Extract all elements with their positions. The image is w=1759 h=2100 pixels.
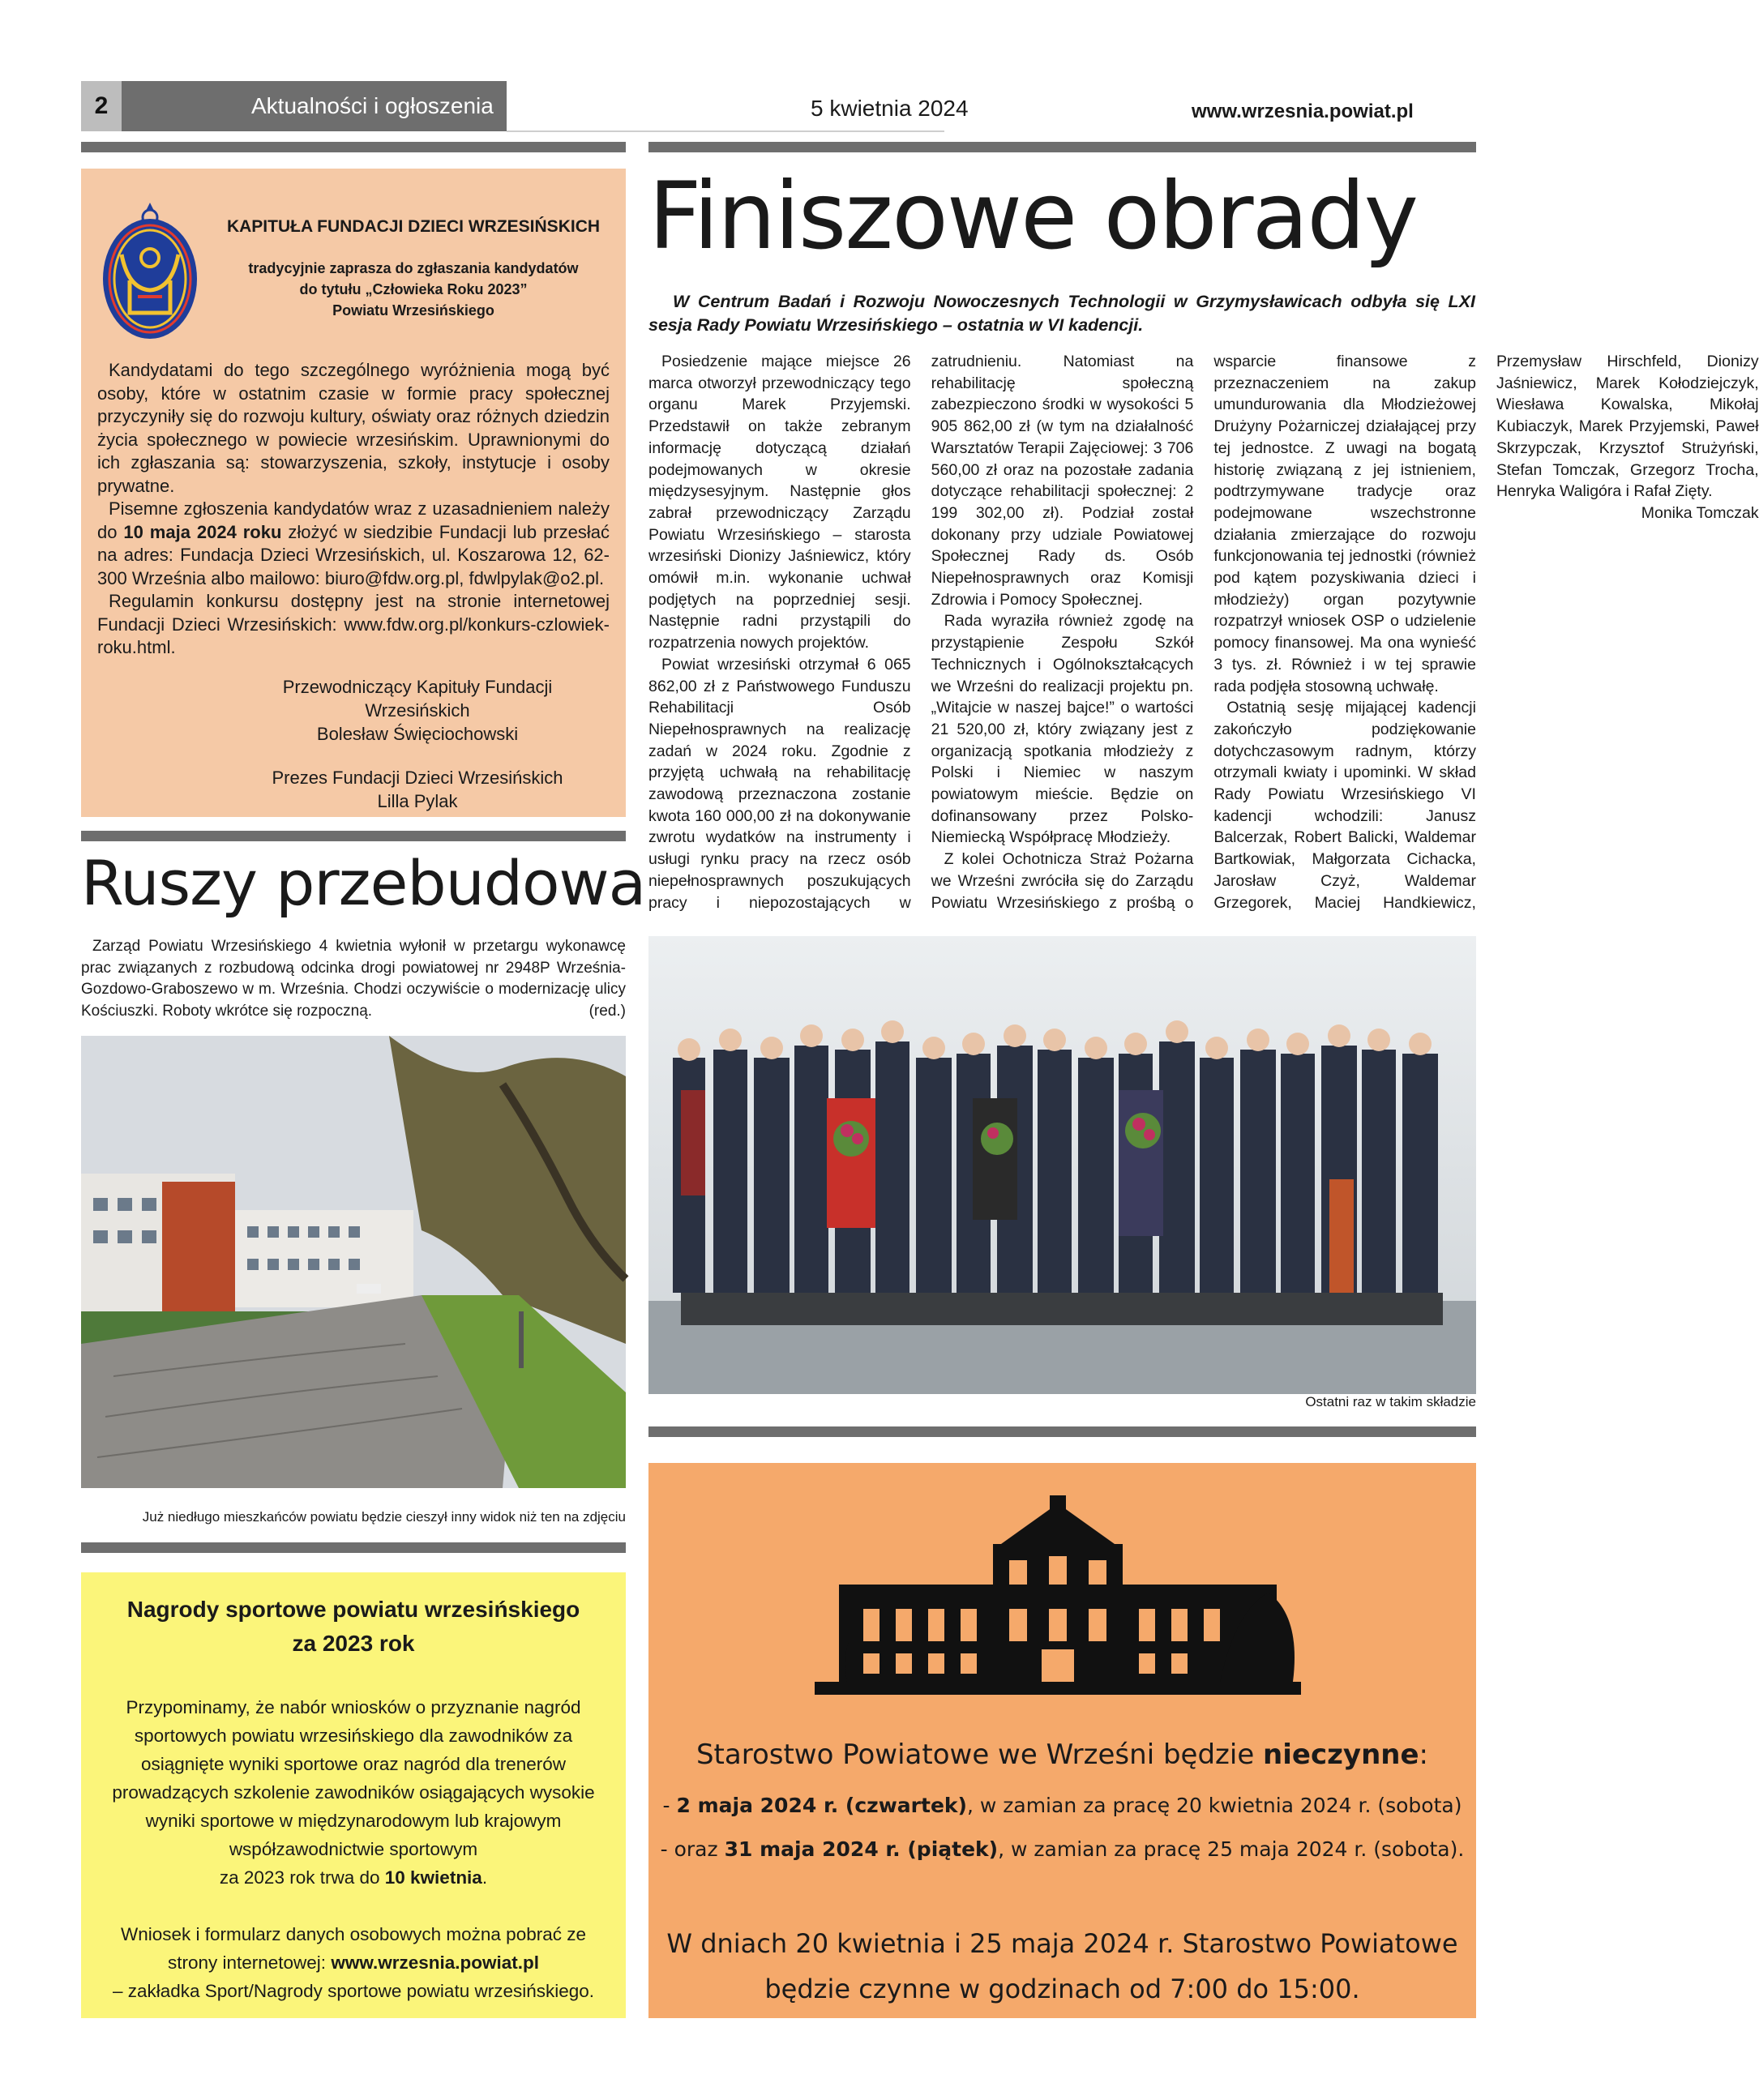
fundacja-signatures xyxy=(243,675,592,813)
text-span: Starostwo Powiatowe we Wrześni będzie xyxy=(695,1739,1264,1771)
fundacja-subtitle-line: do tytułu „Człowieka Roku 2023” xyxy=(299,281,528,297)
fundacja-title: KAPITUŁA FUNDACJI DZIECI WRZESIŃSKICH xyxy=(226,217,601,236)
council-group-photo xyxy=(648,936,1476,1394)
article-paragraph: Ostatnią sesję mijającej kadencji zakończyło podziękowanie dotychczasowym radnym, którzy otrzymali kwiaty i upominki. W skład Rady Powiatu Wrzesińskiego VI kadencji wchodzili: Janusz Balcerzak, Robert Balicki, Waldemar Bartkowiak, Małgorzata Cichacka, Jarosław Czyż, Waldemar Grzegorek, Maciej Handkiewicz, Przemysław Hirschfeld, Dionizy Jaśniewicz, Marek Kołodziejczyk, Wiesława Kowalska, Mikołaj Kubiaczyk, Marek Przyjemski, Paweł Skrzypczak, Krzysztof Strużyński, Stefan Tomczak, Grzegorz Trocha, Henryka Waligóra i Rafał Zięty. xyxy=(1213,353,1759,912)
fundacja-heading xyxy=(211,217,616,321)
ruszy-body xyxy=(81,936,626,1022)
article-paragraph: Z kolei Ochotnicza Straż Pożarna we Wrześni zwróciła się do Zarządu Powiatu Wrzesińskiego z prośbą o wsparcie finansowe z przeznaczeniem na zakup umundurowania dla Młodzieżowej Drużyny Pożarniczej działającej przy tej jednostce. Z uwagi na bogatą historię związaną z jej istnieniem, podtrzymywane tradycje oraz podejmowane wszechstronne działania zmierzające do rozwoju funkcjonowania tej jednostki (również pod kątem pozyskiwania dzieci i młodzieży) organ pozytywnie rozpatrzył wniosek OSP o udzielenie pomocy finansowej. Ma ona wynieść 3 tys. zł. Również i w tej sprawie rada podjęła stosowną uchwałę. xyxy=(931,353,1476,912)
article-headline: Finiszowe obrady xyxy=(648,162,1418,270)
article-paragraph: Powiat wrzesiński otrzymał 6 065 862,00 zł z Państwowego Funduszu Rehabilitacji Osób Niepełnosprawnych na realizację zadań w 2024 roku. Zgodnie z przyjętą uchwałą na rehabilitację zawodową przeznaczona zostanie kwota 160 000,00 zł na dokonywanie zwrotu wydatków na instrumenty i usługi rynku pracy na rzecz osób niepełnosprawnych poszukujących pracy i niepozostających w zatrudnieniu. Natomiast na rehabilitację społeczną zabezpieczono środki w wysokości 5 905 862,00 zł (w tym na działalność Warsztatów Terapii Zajęciowej: 3 706 560,00 zł oraz na pozostałe zadania dotyczące rehabilitacji społecznej: 2 199 302,00 zł). Podział został dokonany przy udziale Powiatowej Społecznej Rady ds. Osób Niepełnosprawnych oraz Komisji Zdrowia i Pomocy Społecznej. xyxy=(648,353,1194,912)
fundacja-logo-icon xyxy=(97,199,203,345)
signature-role: Prezes Fundacji Dzieci Wrzesińskich xyxy=(272,768,563,788)
text-span: : xyxy=(1419,1739,1429,1771)
article-lead: W Centrum Badań i Rozwoju Nowoczesnych Technologii w Grzymysławicach odbyła się LXI sesja Rady Powiatu Wrzesińskiego – ostatnia w VI kadencji. xyxy=(648,292,1475,335)
text-span: . xyxy=(481,1867,488,1888)
nagrody-title-line: za 2023 rok xyxy=(292,1631,415,1656)
starostwo-announcement xyxy=(648,1463,1476,2018)
nagrody-form-info xyxy=(81,1920,626,2005)
text-span: , w zamian za pracę 20 kwietnia 2024 r. (sobota) xyxy=(966,1794,1462,1817)
text-span: - oraz xyxy=(660,1837,725,1861)
text-span: Pisemne zgłoszenia kandydatów wraz z uzasadnieniem należy do xyxy=(97,498,610,542)
header-url[interactable]: www.wrzesnia.powiat.pl xyxy=(1192,101,1414,122)
article-paragraph: Posiedzenie mające miejsce 26 marca otworzył przewodniczący tego organu Marek Przyjemski. Przedstawił on także zebranym informację dotyczącą działań podejmowanych w okresie międzysesyjnym. Następnie głos zabrał przewodniczący Zarządu Powiatu Wrzesińskiego – starosta wrzesiński Dionizy Jaśniewicz, który omówił m.in. wykonanie uchwał podjętych na poprzedniej sesji. Następnie radni przystąpili do rozpatrzenia nowych projektów. xyxy=(648,353,911,652)
nagrody-form-tab: – zakładka Sport/Nagrody sportowe powiatu wrzesińskiego. xyxy=(112,1981,595,2001)
ruszy-paragraph: Zarząd Powiatu Wrzesińskiego 4 kwietnia wyłonił w przetargu wykonawcę prac związanych z rozbudową odcinka drogi powiatowej nr 2948P Września-Gozdowo-Graboszewo w m. Września. Chodzi oczywiście o modernizację ulicy Kościuszki. Roboty wkrótce się rozpoczną. xyxy=(81,938,626,1020)
section-title: Aktualności i ogłoszenia xyxy=(251,93,494,118)
starostwo-headline xyxy=(648,1739,1476,1771)
nagrody-paragraph: Przypominamy, że nabór wniosków o przyznanie nagród sportowych powiatu wrzesińskiego dla zawodników za osiągnięte wyniki sportowe oraz nagród dla trenerów prowadzących szkolenie zawodników osiągających wysokie wyniki sportowe w międzynarodowym lub krajowym współzawodnictwie sportowym xyxy=(112,1697,595,1859)
deadline-bold: 10 maja 2024 roku xyxy=(123,521,282,542)
header-divider xyxy=(507,130,944,132)
fundacja-subtitle xyxy=(211,258,616,321)
text-span: - xyxy=(662,1794,677,1817)
closure-date-bold: 2 maja 2024 r. (czwartek) xyxy=(676,1794,967,1817)
issue-date: 5 kwietnia 2024 xyxy=(811,96,969,121)
starostwo-closure-line xyxy=(648,1837,1476,1861)
nagrody-title xyxy=(81,1593,626,1661)
column-rule-left-3 xyxy=(81,1542,626,1553)
article-body xyxy=(648,351,1759,922)
article-paragraph: Rada wyraziła również zgodę na przystąpienie Zespołu Szkół Technicznych i Ogólnokształcących we Wrześni do realizacji projektu pn. „Witajcie w naszej bajce!” o wartości 21 520,00 zł, który związany jest z organizacją spotkania młodzieży z Polski i Niemiec w naszym powiatowym mieście. Będzie on dofinansowany przez Polsko-Niemiecką Współpracę Młodzieży. xyxy=(931,612,1194,847)
text-span: złożyć w siedzibie Fundacji lub przesłać na adres: Fundacja Dzieci Wrzesińskich, ul. Koszarowa 12, 62-300 Września albo mailowo: biuro@fdw.org.pl, fdwlpylak@o2.pl. xyxy=(97,521,610,588)
fundacja-subtitle-line: tradycyjnie zaprasza do zgłaszania kandydatów xyxy=(248,260,579,276)
page-number: 2 xyxy=(81,81,122,131)
starostwo-hours-note: W dniach 20 kwietnia i 25 maja 2024 r. Starostwo Powiatowe będzie czynne w godzinach od 7:00 do 15:00. xyxy=(666,1928,1458,2004)
street-photo-caption: Już niedługo mieszkańców powiatu będzie cieszył inny widok niż ten na zdjęciu xyxy=(142,1509,626,1525)
starostwo-closure-line xyxy=(648,1794,1476,1817)
column-rule-left-2 xyxy=(81,831,626,841)
ruszy-signature: (red.) xyxy=(588,1002,626,1020)
ruszy-headline: Ruszy przebudowa xyxy=(81,847,646,919)
closure-date-bold: 31 maja 2024 r. (piątek) xyxy=(724,1837,999,1861)
nagrody-link[interactable]: www.wrzesnia.powiat.pl xyxy=(331,1952,540,1973)
text-span: Wniosek i formularz danych osobowych można pobrać ze strony internetowej: xyxy=(120,1924,586,1973)
deadline-bold: 10 kwietnia xyxy=(384,1867,482,1888)
group-photo-caption: Ostatni raz w takim składzie xyxy=(1305,1394,1476,1409)
fundacja-subtitle-line: Powiatu Wrzesińskiego xyxy=(332,302,494,319)
header-bar xyxy=(81,81,507,131)
street-photo xyxy=(81,1036,626,1488)
fundacja-body xyxy=(97,359,610,660)
text-span: za 2023 rok trwa do xyxy=(219,1867,385,1888)
fundacja-paragraph xyxy=(97,498,610,590)
article-author: Monika Tomczak xyxy=(1641,503,1759,522)
column-rule-right-2 xyxy=(648,1426,1476,1437)
text-span: , w zamian za pracę 25 maja 2024 r. (sobota). xyxy=(998,1837,1465,1861)
nagrody-deadline xyxy=(97,1863,610,1892)
signature-name: Bolesław Święciochowski xyxy=(316,724,519,744)
closed-bold: nieczynne xyxy=(1263,1739,1419,1771)
column-rule-right xyxy=(648,142,1476,152)
fundacja-paragraph: Kandydatami do tego szczególnego wyróżnienia mogą być osoby, które w ostatnim czasie w formie pracy społecznej przyczyniły się do rozwoju kultury, oświaty oraz różnych dziedzin życia społecznego w powiecie wrzesińskim. Uprawnionymi do ich zgłaszania są: stowarzyszenia, szkoły, instytucje i osoby prywatne. xyxy=(97,360,610,496)
signature-role: Przewodniczący Kapituły Fundacji Wrzesińskich xyxy=(282,677,553,721)
nagrody-announcement xyxy=(81,1572,626,2018)
signature-name: Lilla Pylak xyxy=(377,791,458,811)
fundacja-paragraph: Regulamin konkursu dostępny jest na stronie internetowej Fundacji Dzieci Wrzesińskich: www.fdw.org.pl/konkurs-czlowiek-roku.html. xyxy=(97,591,610,657)
fundacja-announcement xyxy=(81,169,626,817)
nagrody-text xyxy=(81,1693,626,1892)
column-rule-left xyxy=(81,142,626,152)
nagrody-title-line: Nagrody sportowe powiatu wrzesińskiego xyxy=(126,1597,580,1622)
starostwo-building-icon xyxy=(815,1495,1301,1706)
